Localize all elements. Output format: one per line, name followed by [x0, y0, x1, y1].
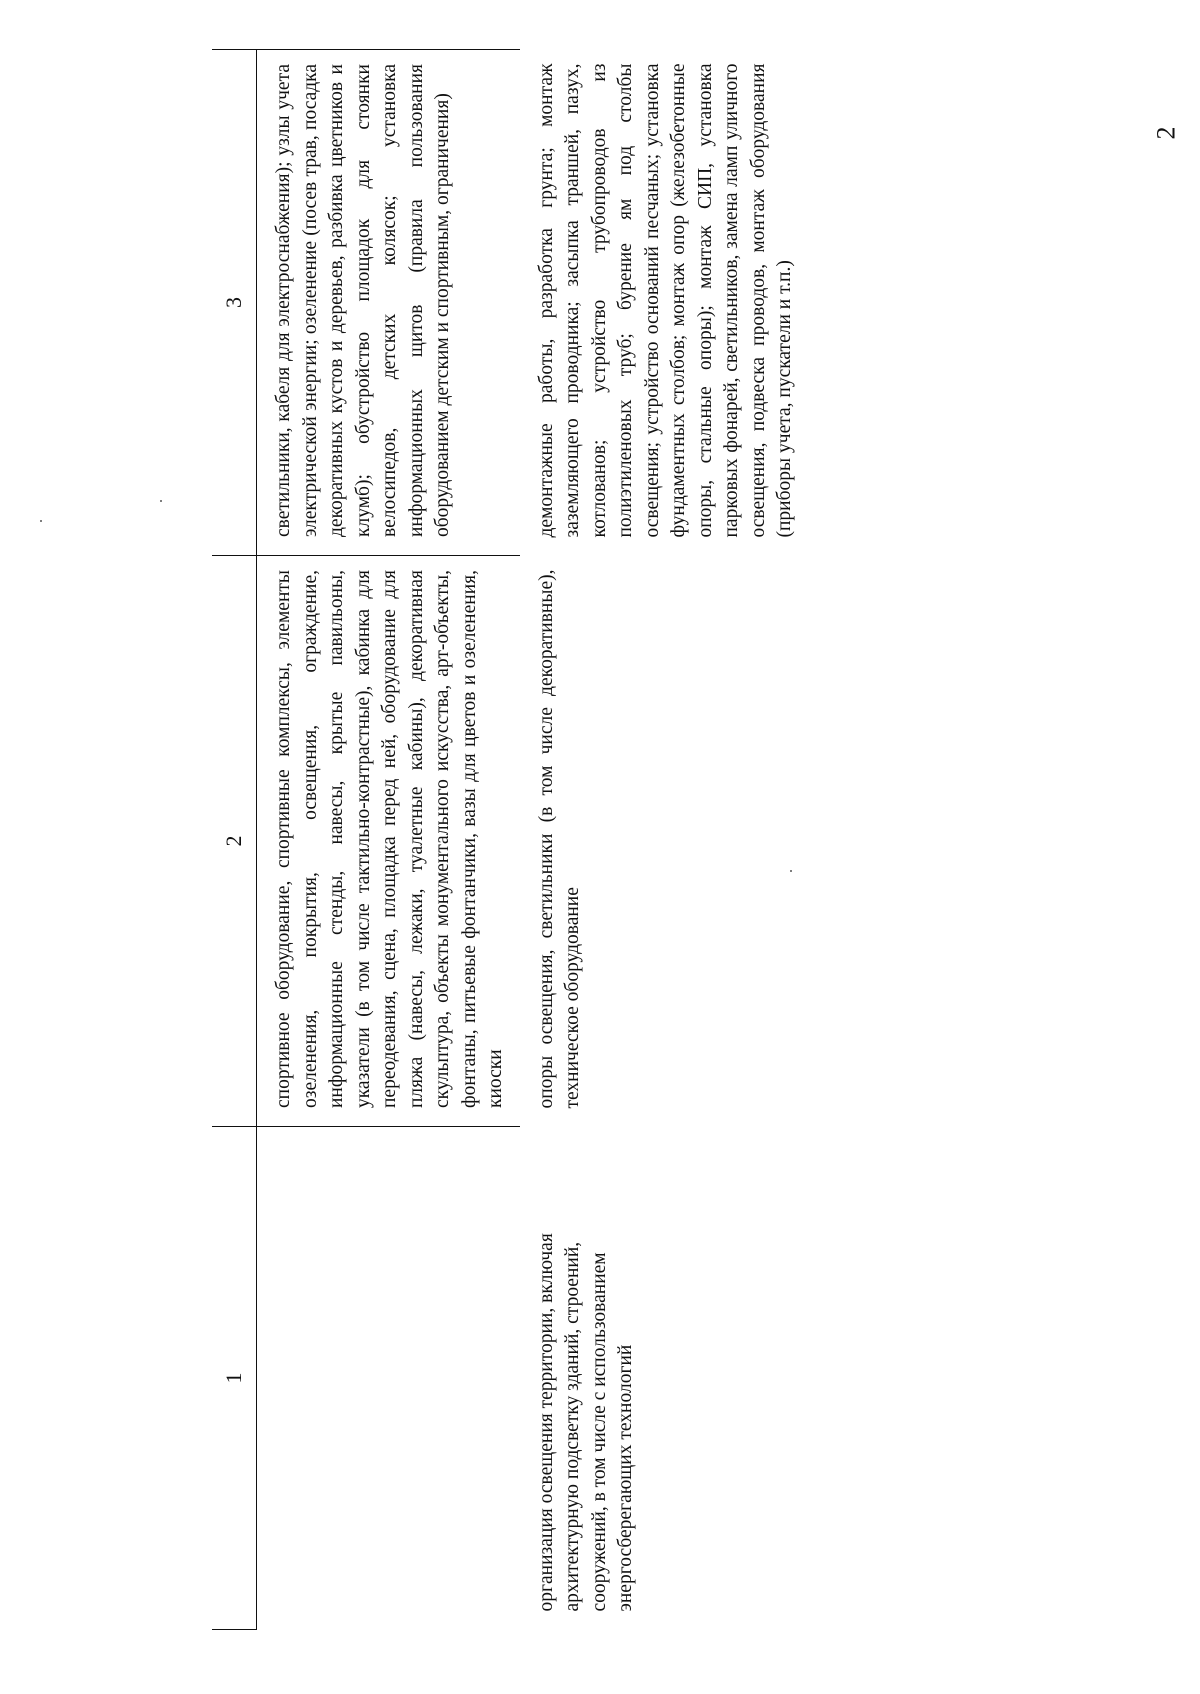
- table-cell-col2: [257, 556, 520, 1127]
- cell-text: организация освещения территории, включая архитектурную подсветку зданий, строений, сооружений, в том числе с использованием энергосберегающих технологий: [535, 1233, 637, 1612]
- table-cell-col2: [520, 556, 809, 1127]
- scan-speck: [160, 500, 162, 502]
- cell-text: опоры освещения, светильники (в том числе декоративные), техническое оборудование: [535, 569, 584, 1109]
- table-cell-col3: [257, 50, 520, 556]
- header-col-3: 3: [212, 50, 257, 556]
- document-table: [212, 49, 809, 1630]
- page-number: 2: [1151, 126, 1181, 140]
- scan-speck: [40, 520, 42, 522]
- table-cell-col3: [520, 50, 809, 556]
- rotated-page-content: [212, 50, 1200, 1630]
- cell-text: светильники, кабеля для электроснабжения); узлы учета электрической энергии; озеленение (посев трав, посадка декоративных кустов и деревьев, разбивка цветников и клумб); обустройство площадок для стоянки велосипедов, детских колясок; установка информационных щитов (правила пользования оборудованием детским и спортивным, ограничения): [273, 64, 454, 537]
- header-col-2: 2: [212, 556, 257, 1127]
- table-cell-col1: [257, 1127, 520, 1630]
- cell-text: спортивное оборудование, спортивные комплексы, элементы озеленения, покрытия, освещения, ограждение, информационные стенды, навесы, крытые павильоны, указатели (в том числе тактильно-контрастные), кабинка для переодевания, сцена, площадка перед ней, оборудование для пляжа (навесы, лежаки, туалетные кабины), декоративная скульптура, объекты монументального искусства, арт-объекты, фонтаны, питьевые фонтанчики, вазы для цветов и озеленения, киоски: [273, 570, 507, 1108]
- table-row: [520, 50, 809, 1630]
- table-cell-col1: [520, 1127, 809, 1630]
- cell-text: демонтажные работы, разработка грунта; монтаж заземляющего проводника; засыпка траншей, пазух, котлованов; устройство трубопроводов из полиэтиленовых труб; бурение ям под столбы освещения; устройство оснований песчаных; установка фундаментных столбов; монтаж опор (железобетонные опоры, стальные опоры); монтаж СИП, установка парковых фонарей, светильников, замена ламп уличного освещения, подвеска проводов, монтаж оборудования (приборы учета, пускатели и т.п.): [535, 63, 796, 538]
- table-header-row: [212, 50, 257, 1630]
- table-row: [257, 50, 520, 1630]
- header-col-1: 1: [212, 1127, 257, 1630]
